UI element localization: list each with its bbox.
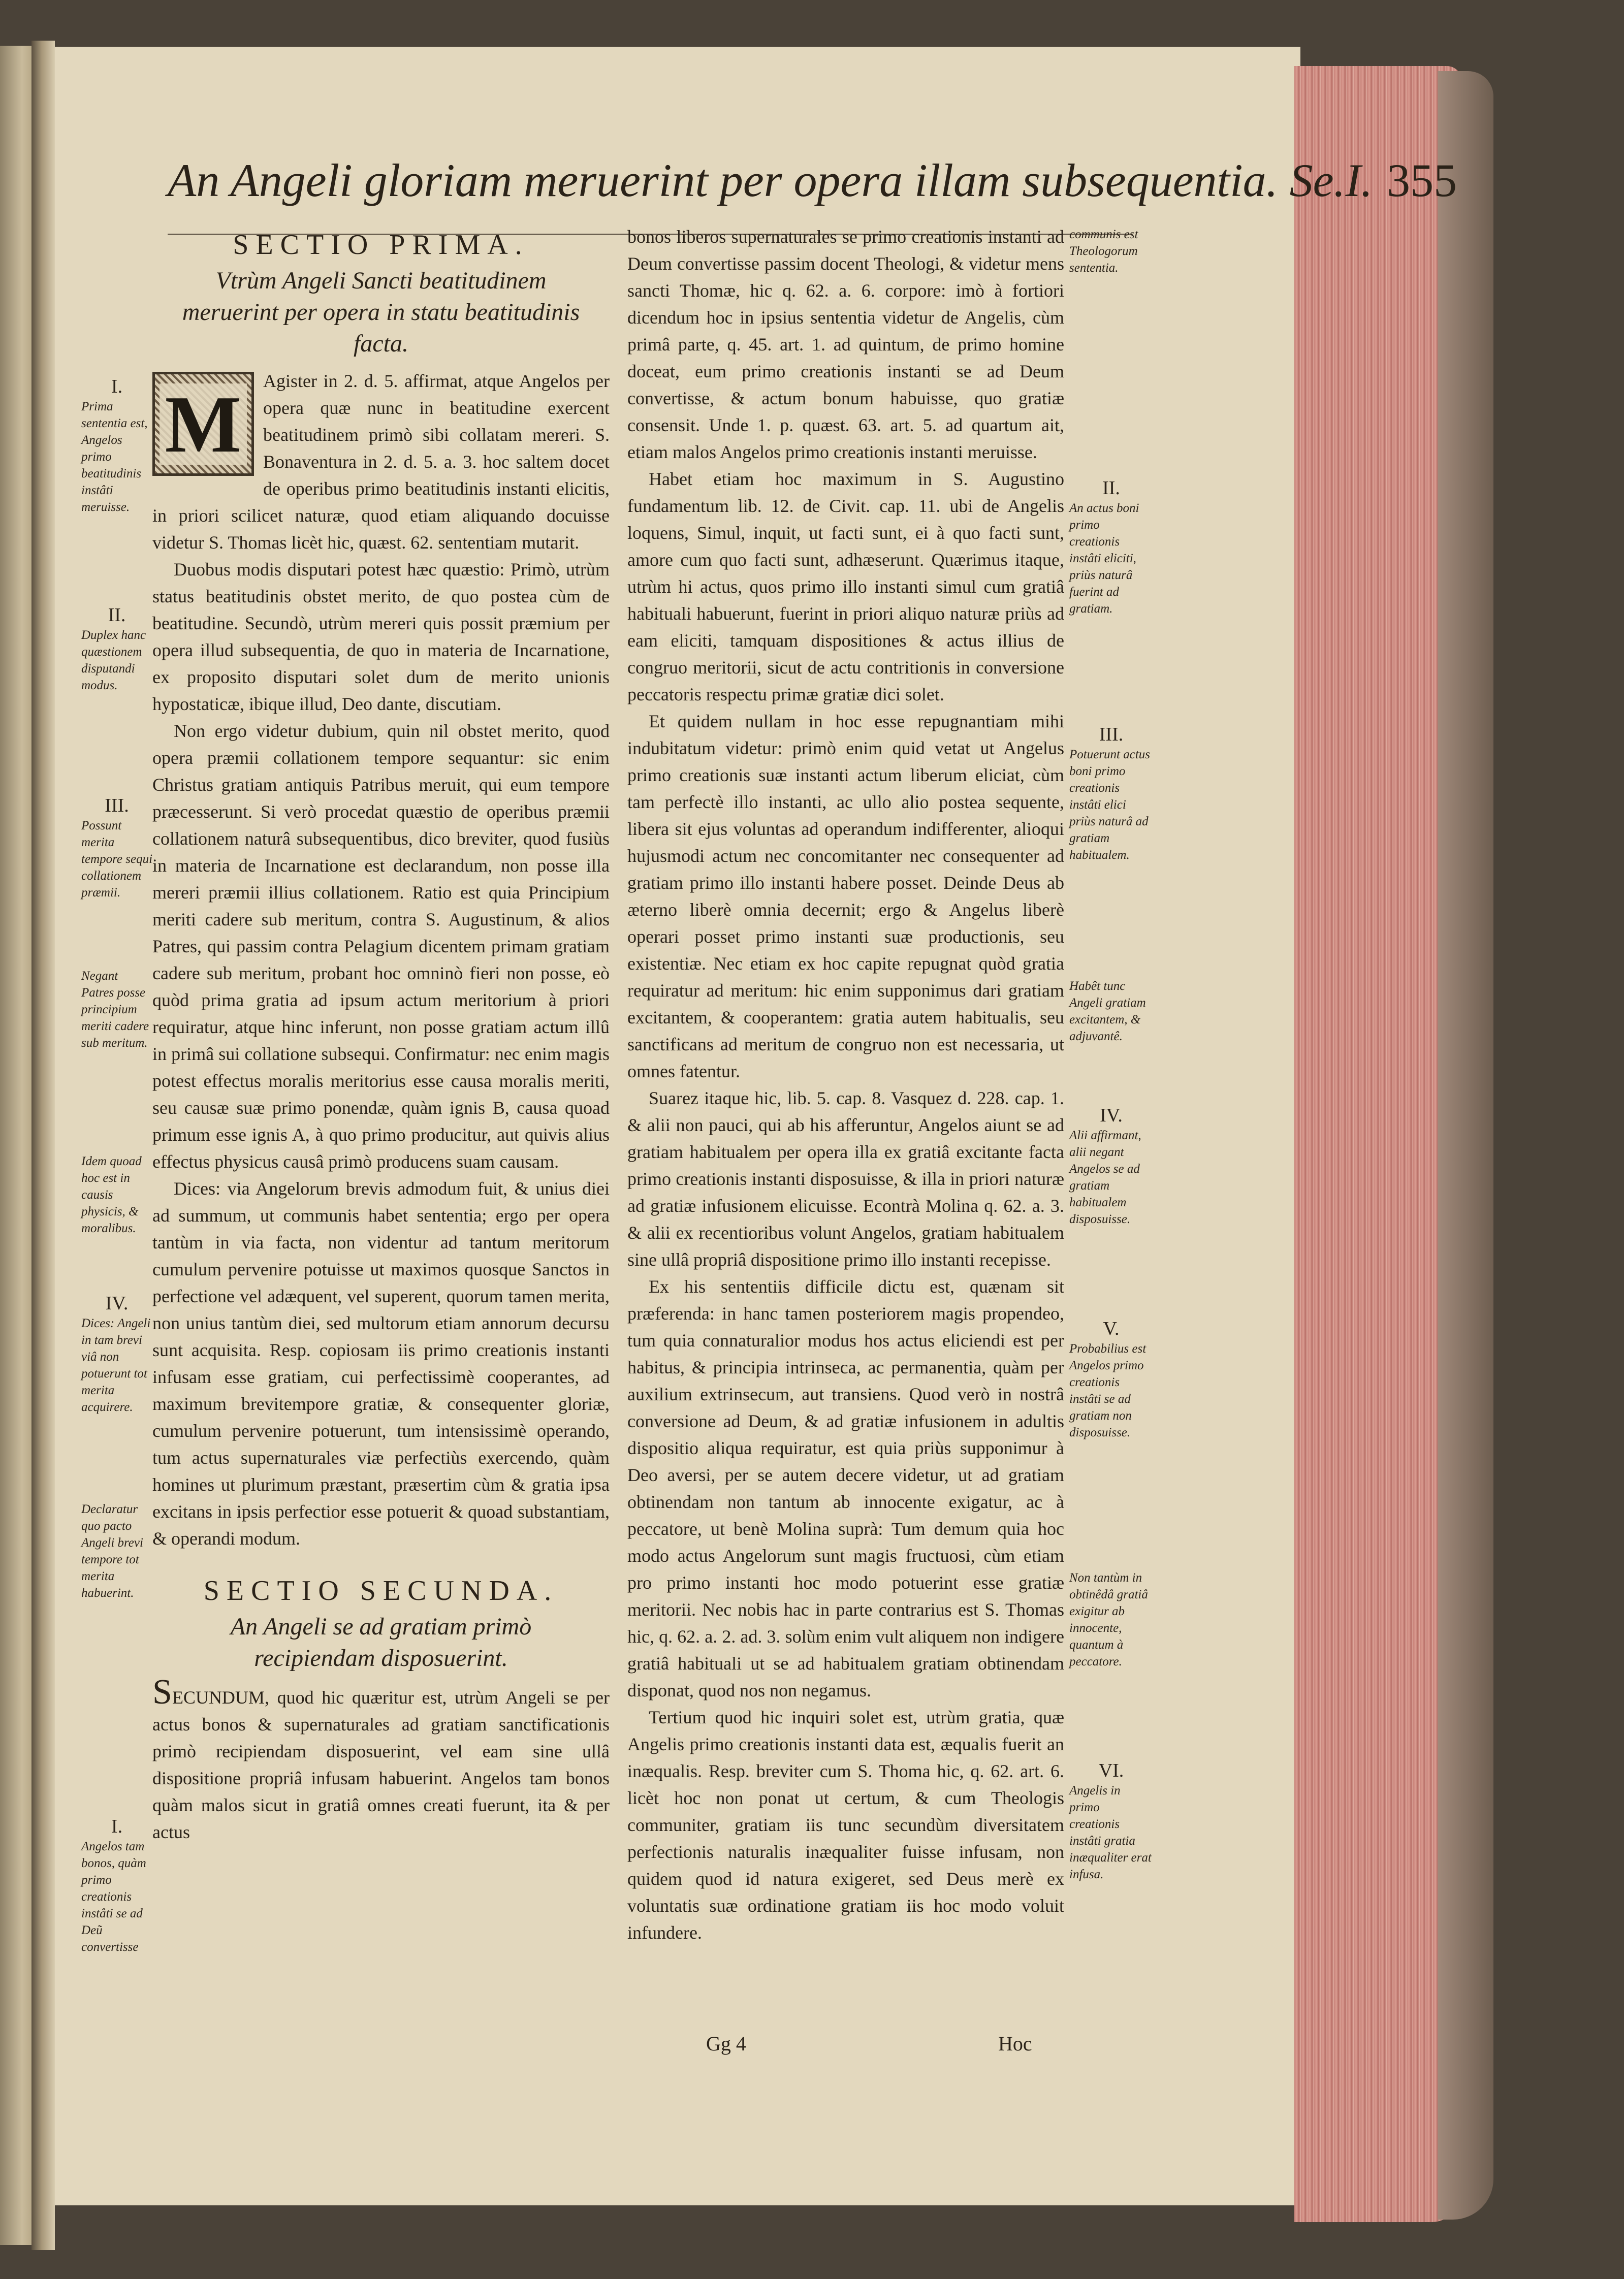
page-edges-red bbox=[1294, 66, 1462, 2222]
section-title: SECTIO SECUNDA. bbox=[203, 1575, 559, 1607]
margin-note: V. Probabilius est Angelos primo creationis instâti se ad gratiam non disposuisse. bbox=[1069, 1318, 1147, 1439]
margin-note: VI. Angelis in primo creationis instâti gratia inæqualiter erat infusa. bbox=[1069, 1760, 1152, 1881]
paragraph: Et quidem nullam in hoc esse repugnantiam mihi indubitatum videtur: primò enim quid vetat ut Angelus primo creationis suæ instanti actum liberum eliciat, cùm tam perfectè illo instanti, ac ullo alio postea sequente, libera sit ejus voluntas ad operandum indifferenter, alioqui hujusmodi actum nec concomitanter nec consequenter ad gratiam primo illo instanti habere posset. Deinde Deus ab æterno liberè omnia decernit; ergo & Angelus liberè operari posset primo instanti suæ productionis, seu existentiæ. Nec etiam ex hoc capite repugnat quòd gratia requiratur ad meritum: hic enim supponimus dari gratiam excitantem, & cooperantem: gratia autem habitualis, seu sanctificans ad meritum de congruo non est necessaria, ut omnes fatentur. bbox=[627, 711, 1064, 1081]
right-column bbox=[627, 223, 1064, 1946]
margin-note: Declaratur quo pacto Angeli brevi tempore tot merita habuerint. bbox=[81, 1502, 143, 1600]
paragraph: M Agister in 2. d. 5. affirmat, atque Angelos per opera quæ nunc in beatitudine exercent beatitudinem primò sibi collatam mereri. S. Bonaventura in 2. d. 5. a. 3. hoc saltem docet de operibus primo beatitudinis instanti elicitis, in priori scilicet naturæ, quod etiam aliquando docuisse videtur S. Thomas licèt hic, quæst. 62. sententiam mutarit. bbox=[152, 371, 610, 553]
section-subtitle: An Angeli se ad gratiam primò recipiendam disposuerint. bbox=[230, 1613, 532, 1672]
left-page-edge bbox=[0, 46, 31, 2245]
running-title: An Angeli gloriam meruerint per opera illam subsequentia. Se.I. bbox=[168, 154, 1373, 206]
paragraph: Non ergo videtur dubium, quin nil obstet merito, quod opera præmii collationem tempore sequantur: sic enim Christus gratiam antiquis Patribus meruit, qui eum tempore præcesserunt. Si verò procedat quæstio de operibus præmii collationem naturâ subsequentibus, dico breviter, quod fusiùs in materia de Incarnatione est declarandum, non posse illa mereri præmii illius collationem. Ratio est quia Principium meriti cadere sub meritum, contra S. Augustinum, & alios Patres, qui passim contra Pelagium dicentem primam gratiam cadere sub meritum, probant hoc omninò fieri non posse, eò quòd prima gratia ad ipsum actum meritorium à priori requiratur, atque hinc inferunt, non posse gratiam actum illû in primâ sui collatione subsequi. Confirmatur: nec enim magis potest effectus moralis meritorius esse causa moralis meriti, seu causæ suæ primo ponendæ, quàm ignis B, causa quoad primum esse ignis A, à quo primo producitur, aut quivis alius effectus physicus causâ primò producens suam causam. bbox=[152, 721, 610, 1172]
paragraph: SECUNDUM, quod hic quæritur est, utrùm Angeli se per actus bonos & supernaturales ad gratiam sanctificationis primò recipiendam disposuerint, vel eam sine ullâ dispositione propriâ infusam habuerint. Angelos tam bonos quàm malos sicut in gratiâ omnes creati fuerunt, ita & per actus bbox=[152, 1673, 610, 1842]
paragraph: Habet etiam hoc maximum in S. Augustino fundamentum lib. 12. de Civit. cap. 11. ubi de Angelis loquens, Simul, inquit, ut facti sunt, ei à quo facti sunt, amore cum quo facti sunt, adhæserunt. Quærimus itaque, utrùm hi actus, quos primo illo instanti simul cum gratiâ habituali habuerunt, fuerint in priori aliquo naturæ priùs ad eam eliciti, tamquam dispositiones & actus illius de congruo meritorii, sicut de actu contritionis in conversione peccatoris respectu primæ gratiæ dici solet. bbox=[627, 469, 1064, 704]
margin-note: III. Potuerunt actus boni primo creationis instâti elici priùs naturâ ad gratiam habitualem. bbox=[1069, 724, 1151, 862]
margin-note: Negant Patres posse principium meriti cadere sub meritum. bbox=[81, 969, 149, 1050]
margin-note: Non tantùm in obtinêdâ gratiâ exigitur ab innocente, quantum à peccatore. bbox=[1069, 1571, 1148, 1668]
margin-note: Habêt tunc Angeli gratiam excitantem, & adjuvantê. bbox=[1069, 979, 1146, 1043]
catchword: Hoc bbox=[998, 2032, 1032, 2055]
paragraph: Suarez itaque hic, lib. 5. cap. 8. Vasquez d. 228. cap. 1. & alii non pauci, qui ab his afferuntur, Angelos aiunt se ad gratiam habitualem per opera illa ex gratiâ excitante facta primo creationis instanti disposuisse, & illa in priori naturæ ad gratiæ infusionem elicuisse. Econtrà Molina q. 62. a. 3. & alii ex recentioribus volunt Angelos, gratiam habitualem sine ullâ propriâ dispositione primo illo instanti recepisse. bbox=[627, 1088, 1064, 1270]
running-head bbox=[168, 147, 1457, 235]
signature-mark: Gg 4 bbox=[706, 2032, 746, 2055]
ornamental-initial: M bbox=[152, 372, 254, 476]
book-cover-edge bbox=[1438, 71, 1493, 2220]
initial-letter: S bbox=[152, 1673, 172, 1712]
paragraph: Duobus modis disputari potest hæc quæstio: Primò, utrùm status beatitudinis obstet merito, de quo postea cùm de beatitudine. Secundò, utrùm mereri quis possit præmium per opera illud subsequentia, de quo in materia de Incarnatione, ex proposito disputari solet dum de merito unionis hypostaticæ, ibique illud, Deo dante, discutiam. bbox=[152, 559, 610, 714]
paragraph: Dices: via Angelorum brevis admodum fuit, & unius diei ad summum, ut communis habet sententia; ergo per opera tantùm in via facta, non videntur ad tantum meritorum cumulum pervenire potuisse ut maximos quosque Sanctos in perfectione vel adæquent, vel superent, quorum tamen merita, non unius tantùm diei, sed multorum etiam annorum decursu sunt acquisita. Resp. copiosam iis primo creationis instanti infusam esse gratiam, cui perfectissimè cooperantes, ad maximum brevitempore gratiæ, & consequenter gloriæ, cumulum pervenire potuerunt, tum intensissimè operando, tum actus supernaturales viæ perfectiùs exercendo, quàm homines ut plurimum præstant, præsertim cùm & gratia ipsa excitans in ipsis perfectior esse potuerit & quoad substantiam, & operandi modum. bbox=[152, 1178, 610, 1549]
book-gutter bbox=[31, 41, 55, 2250]
page-number: 355 bbox=[1387, 154, 1457, 206]
paragraph: Tertium quod hic inquiri solet est, utrùm gratia, quæ Angelis primo creationis instanti data est, æqualis fuerit an inæqualis. Resp. breviter cum S. Thoma hic, q. 62. art. 6. licèt hoc non ponat ut certum, & cum Theologis communiter, gratiam iis tunc secundùm diversitatem perfectionis naturalis inæqualiter fuisse infusam, non quidem quod id natura exigeret, sed Deus merè ex voluntatis suæ ordinatione gratiam iis hoc modo voluit infundere. bbox=[627, 1707, 1064, 1943]
section-subtitle: Vtrùm Angeli Sancti beatitudinem meruerint per opera in statu beatitudinis facta. bbox=[182, 267, 580, 357]
margin-note: communis est Theologorum sententia. bbox=[1069, 228, 1138, 275]
margin-note: I. Angelos tam bonos, quàm primo creationis instâti se ad Deũ convertisse bbox=[81, 1816, 146, 1954]
margin-note: I. Prima sententia est, Angelos primo beatitudinis instâti meruisse. bbox=[81, 376, 148, 514]
margin-note: IV. Dices: Angeli in tam brevi viâ non potuerunt tot merita acquirere. bbox=[81, 1293, 151, 1414]
margin-note: IV. Alii affirmant, alii negant Angelos se ad gratiam habitualem disposuisse. bbox=[1069, 1105, 1141, 1226]
margin-note: III. Possunt merita tempore sequi collationem præmii. bbox=[81, 795, 153, 900]
section-title: SECTIO PRIMA. bbox=[233, 229, 529, 261]
margin-note: II. An actus boni primo creationis instâti eliciti, priùs naturâ fuerint ad gratiam. bbox=[1069, 477, 1139, 616]
paragraph: bonos liberos supernaturales se primo creationis instanti ad Deum convertisse passim docent Theologi, & videtur mens sancti Thomæ, hic q. 62. a. 6. corpore: imò à fortiori dicendum hoc in ipsius sententia videtur de Angelis, cùm primâ parte, q. 45. art. 1. ad quintum, de primo homine doceat, eum primo creationis instanti se ad Deum convertisse, & actum bonum habuisse, quo gratiæ consensit. Unde 1. p. quæst. 63. art. 5. ad quartum ait, etiam malos Angelos primo creationis instanti meruisse. bbox=[627, 227, 1064, 462]
margin-note: II. Duplex hanc quæstionem disputandi modus. bbox=[81, 604, 146, 692]
left-column bbox=[152, 223, 610, 1846]
margin-note: Idem quoad hoc est in causis physicis, & moralibus. bbox=[81, 1154, 142, 1235]
paragraph: Ex his sententiis difficile dictu est, quænam sit præferenda: in hanc tamen posteriorem magis propendeo, tum quia connaturalior modus hos actus eliciendi est per habitus, & principia intrinseca, ac permanentia, quàm per auxilium extrinsecum, aut transiens. Quod verò in nostrâ conversione ad Deum, & ad gratiæ infusionem in adultis dispositio aliqua requiratur, est quia priùs supponimur à Deo aversi, per se autem decere videtur, ut ad gratiam obtinendam non tantum ab innocente exigatur, ac à peccatore, ut benè Molina suprà: Tum demum quia hoc modo actus Angelorum sunt magis fructuosi, cùm etiam pro primo instanti hoc modo potuerint esse gratiæ meritorii. Nec nobis hac in parte contrarius est S. Thomas hic, q. 62. a. 2. ad. 3. solùm enim vult aliquem non indigere gratiâ habituali ut se ad habitualem gratiam obtinendam disponat, quod nos non negamus. bbox=[627, 1276, 1064, 1700]
